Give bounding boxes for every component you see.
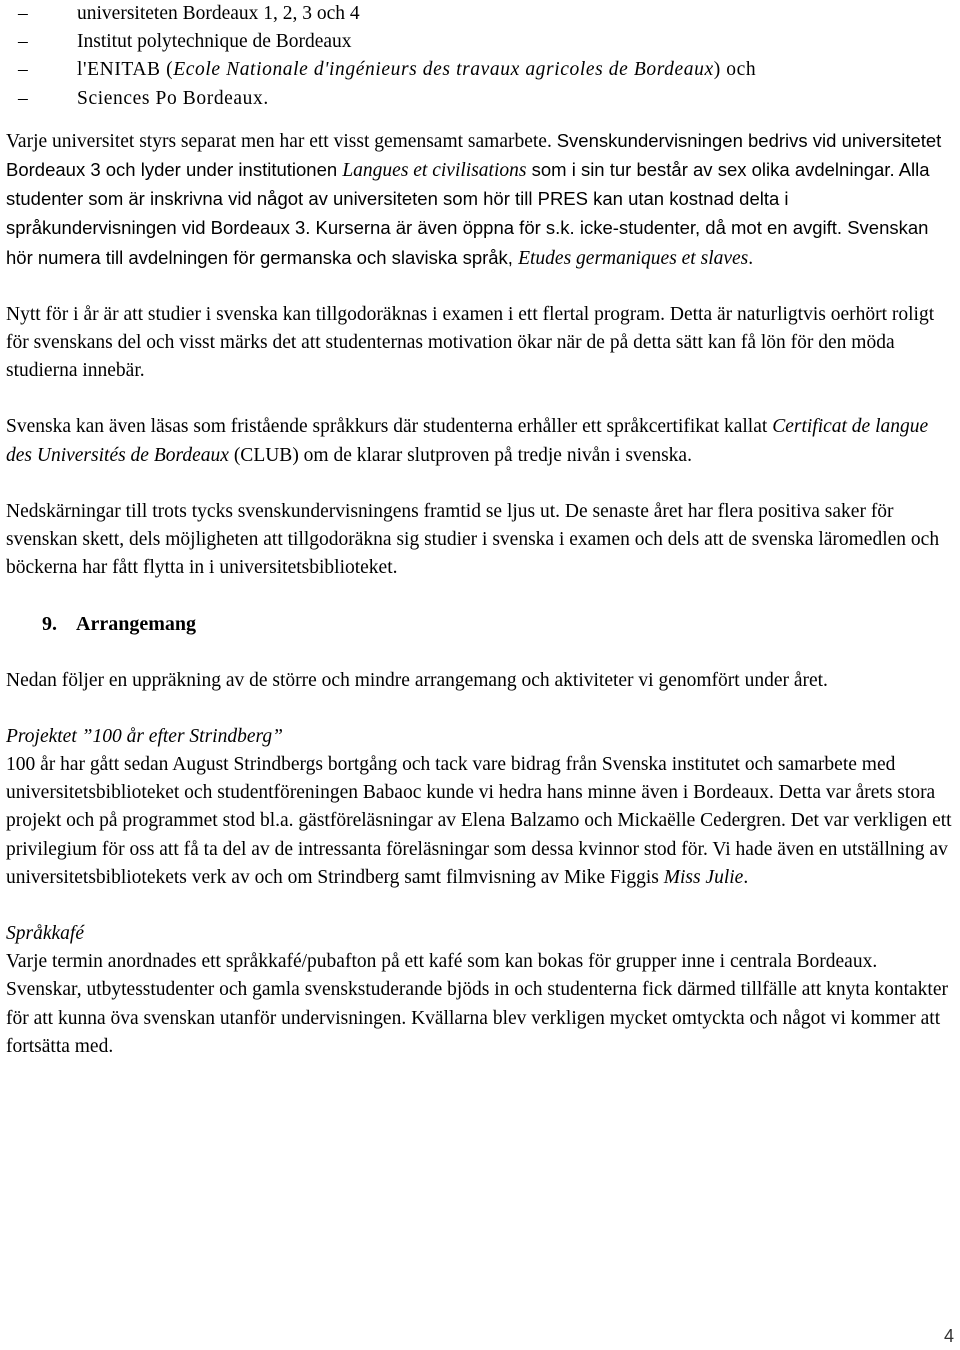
document-page xyxy=(6,0,956,1061)
paragraph-credits: Nytt för i år är att studier i svenska kan tillgodoräknas i examen i ett flertal program. Detta är naturligtvis oerhört roligt för svenskans del och visst märks det att studenternas motivation ökar när de på detta sätt kan få lön för den möda studierna innebär. xyxy=(6,303,935,382)
section-heading: 9. Arrangemang xyxy=(42,613,196,636)
paragraph-kafe: Varje termin anordnades ett språkkafé/pubafton på ett kafé som kan bokas för grupper inne i centrala Bordeaux. Svenskar, utbytesstudenter och gamla svenskstuderande bjöds in och studenterna fick därmed tillfälle att knyta kontakter för att kunna öva svenskan utanför undervisningen. Kvällarna blev verkligen mycket omtyckta och något vi kommer att fortsätta med. xyxy=(6,951,948,1057)
list-item: – Sciences Po Bordeaux. xyxy=(6,85,956,113)
dash-bullet: – xyxy=(18,87,29,109)
paragraph-future: Nedskärningar till trots tycks svenskundervisningens framtid se ljus ut. De senaste året har flera positiva saker för svenskan skett, dels möjligheten att tillgodoräkna sig studier i svenska i examen och dels att de svenska läromedlen och böckerna har fått flytta in i universitetsbiblioteket. xyxy=(6,500,940,579)
list-item: – Institut polytechnique de Bordeaux xyxy=(6,28,956,56)
project-title: Projektet ”100 år efter Strindberg” xyxy=(6,725,283,747)
institution-list xyxy=(6,0,956,113)
list-item: – universiteten Bordeaux 1, 2, 3 och 4 xyxy=(6,0,956,28)
paragraph-intro: Nedan följer en uppräkning av de större och mindre arrangemang och aktiviteter vi genomfört under året. xyxy=(6,669,828,691)
dash-bullet: – xyxy=(18,31,28,53)
list-item: – l'ENITAB (Ecole Nationale d'ingénieurs des travaux agricoles de Bordeaux) och xyxy=(6,56,956,84)
kafe-title: Språkkafé xyxy=(6,923,84,945)
dash-bullet: – xyxy=(18,3,28,24)
paragraph-project: 100 år har gått sedan August Strindbergs bortgång och tack vare bidrag från Svenska institutet och samarbete med universitetsbiblioteket och studentföreningen Babaoc kunde vi hedra hans minne även i Bordeaux. Detta var årets stora projekt och på programmet stod bl.a. gästföreläsningar av Elena Balzamo och Mickaëlle Cedergren. Det var verkligen ett privilegium för oss att få ta del av de intressanta föreläsningar som dessa kvinnor stod för. Vi hade även en utställning av universitetsbibliotekets verk av och om Strindberg samt filmvisning av Mike Figgis Miss Julie. xyxy=(6,754,952,888)
page-number: 4 xyxy=(943,1326,954,1346)
dash-bullet: – xyxy=(18,59,29,81)
paragraph-organisation: Varje universitet styrs separat men har ett visst gemensamt samarbete. Svenskundervisningen bedrivs vid universitetet Bordeaux 3 och lyder under institutionen Langues et civilisations som i sin tur består av sex olika avdelningar. Alla studenter som är inskrivna vid något av universiteten som hör till PRES kan utan kostnad delta i språkundervisningen vid Bordeaux 3. Kurserna är även öppna för s.k. icke-studenter, då mot en avgift. Svenskan hör numera till avdelningen för germanska och slaviska språk, Etudes germaniques et slaves. xyxy=(6,129,942,269)
paragraph-certificate: Svenska kan även läsas som fristående språkkurs där studenterna erhåller ett språkcertifikat kallat Certificat de langue des Universités de Bordeaux (CLUB) om de klarar slutproven på tredje nivån i svenska. xyxy=(6,416,929,466)
